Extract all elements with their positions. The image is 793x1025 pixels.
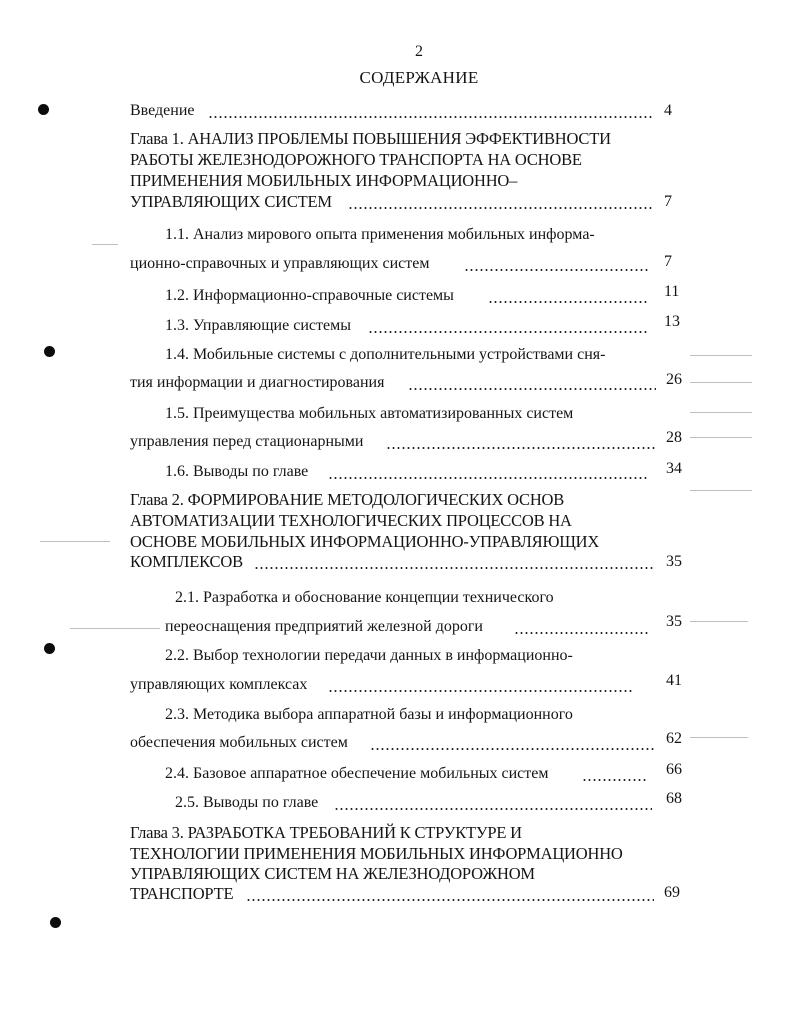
toc-entry-line: 2.1. Разработка и обоснование концепции технического [175,589,554,606]
scan-artifact [690,621,748,622]
toc-entry-line: ОСНОВЕ МОБИЛЬНЫХ ИНФОРМАЦИОННО-УПРАВЛЯЮЩИХ [130,532,600,551]
toc-entry-line: обеспечения мобильных систем [130,734,348,751]
scan-artifact [690,437,752,438]
toc-entry-line: ТРАНСПОРТЕ [130,884,234,903]
toc-page-number: 34 [666,460,682,477]
toc-entry-line: тия информации и диагностирования [130,374,385,391]
toc-page-number: 68 [666,790,682,807]
toc-entry-line: 2.4. Базовое аппаратное обеспечение мобильных систем [165,765,549,782]
leader-dots [464,268,648,272]
leader-dots [514,631,650,635]
scan-artifact [690,355,752,356]
toc-entry-line: ционно-справочных и управляющих систем [130,255,430,272]
toc-entry-line: ПРИМЕНЕНИЯ МОБИЛЬНЫХ ИНФОРМАЦИОННО– [130,171,518,190]
toc-page-number: 66 [666,761,682,778]
toc-entry-line: РАБОТЫ ЖЕЛЕЗНОДОРОЖНОГО ТРАНСПОРТА НА ОСНОВЕ [130,150,582,169]
toc-entry-line: 1.3. Управляющие системы [165,317,351,334]
toc-entry-line: Глава 1. АНАЛИЗ ПРОБЛЕМЫ ПОВЫШЕНИЯ ЭФФЕКТИВНОСТИ [130,129,611,148]
leader-dots [370,747,656,751]
toc-page-number: 28 [666,429,682,446]
scan-artifact [690,412,752,413]
toc-page-number: 62 [666,730,682,747]
leader-dots [328,476,648,480]
leader-dots [368,330,648,334]
scan-artifact [92,244,118,245]
leader-dots [208,115,654,119]
toc-page-number: 7 [664,193,672,210]
toc-entry-line: 1.6. Выводы по главе [165,463,309,480]
leader-dots [246,898,654,902]
leader-dots [254,566,654,570]
toc-page-number: 11 [664,283,680,300]
leader-dots [488,300,648,304]
toc-page-number: 35 [666,613,682,630]
punch-hole [38,104,49,115]
scan-artifact [40,541,110,542]
leader-dots [328,689,634,693]
punch-hole [50,917,61,928]
toc-entry-line: 2.3. Методика выбора аппаратной базы и информационного [165,706,573,723]
leader-dots [582,778,648,782]
leader-dots [334,807,652,811]
toc-entry-line: 2.5. Выводы по главе [175,794,319,811]
toc-entry-line: Глава 2. ФОРМИРОВАНИЕ МЕТОДОЛОГИЧЕСКИХ ОСНОВ [130,490,565,509]
scan-artifact [70,628,160,629]
scan-artifact [690,382,752,383]
toc-entry-line: Введение [130,102,195,119]
toc-entry-line: 1.4. Мобильные системы с дополнительными устройствами сня- [165,346,606,363]
toc-page-number: 4 [664,102,672,119]
scan-artifact [690,490,752,491]
toc-entry-line: управления перед стационарными [130,433,364,450]
toc-entry-line: 1.5. Преимущества мобильных автоматизированных систем [165,405,574,422]
toc-entry-line: АВТОМАТИЗАЦИИ ТЕХНОЛОГИЧЕСКИХ ПРОЦЕССОВ НА [130,511,572,530]
toc-entry-line: переоснащения предприятий железной дороги [165,618,483,635]
toc-entry-line: управляющих комплексах [130,676,308,693]
toc-entry-line: ТЕХНОЛОГИИ ПРИМЕНЕНИЯ МОБИЛЬНЫХ ИНФОРМАЦИОННО [130,844,623,863]
toc-page-number: 13 [664,313,680,330]
toc-title: СОДЕРЖАНИЕ [359,68,479,87]
leader-dots [348,206,654,210]
toc-page-number: 7 [664,253,672,270]
scan-artifact [690,737,748,738]
toc-entry-line: Глава 3. РАЗРАБОТКА ТРЕБОВАНИЙ К СТРУКТУРЕ И [130,823,522,842]
toc-page-number: 26 [666,371,682,388]
punch-hole [44,643,55,654]
toc-page-number: 69 [664,884,680,901]
toc-entry-line: УПРАВЛЯЮЩИХ СИСТЕМ [130,192,332,211]
toc-entry-line: 2.2. Выбор технологии передачи данных в информационно- [165,647,573,664]
toc-page-number: 41 [666,672,682,689]
page-number: 2 [415,43,423,60]
punch-hole [44,346,55,357]
toc-entry-line: КОМПЛЕКСОВ [130,552,243,571]
toc-entry-line: 1.1. Анализ мирового опыта применения мобильных информа- [165,226,595,243]
toc-page-number: 35 [666,553,682,570]
toc-entry-line: 1.2. Информационно-справочные системы [165,287,454,304]
leader-dots [408,387,656,391]
toc-entry-line: УПРАВЛЯЮЩИХ СИСТЕМ НА ЖЕЛЕЗНОДОРОЖНОМ [130,864,535,883]
leader-dots [386,446,656,450]
